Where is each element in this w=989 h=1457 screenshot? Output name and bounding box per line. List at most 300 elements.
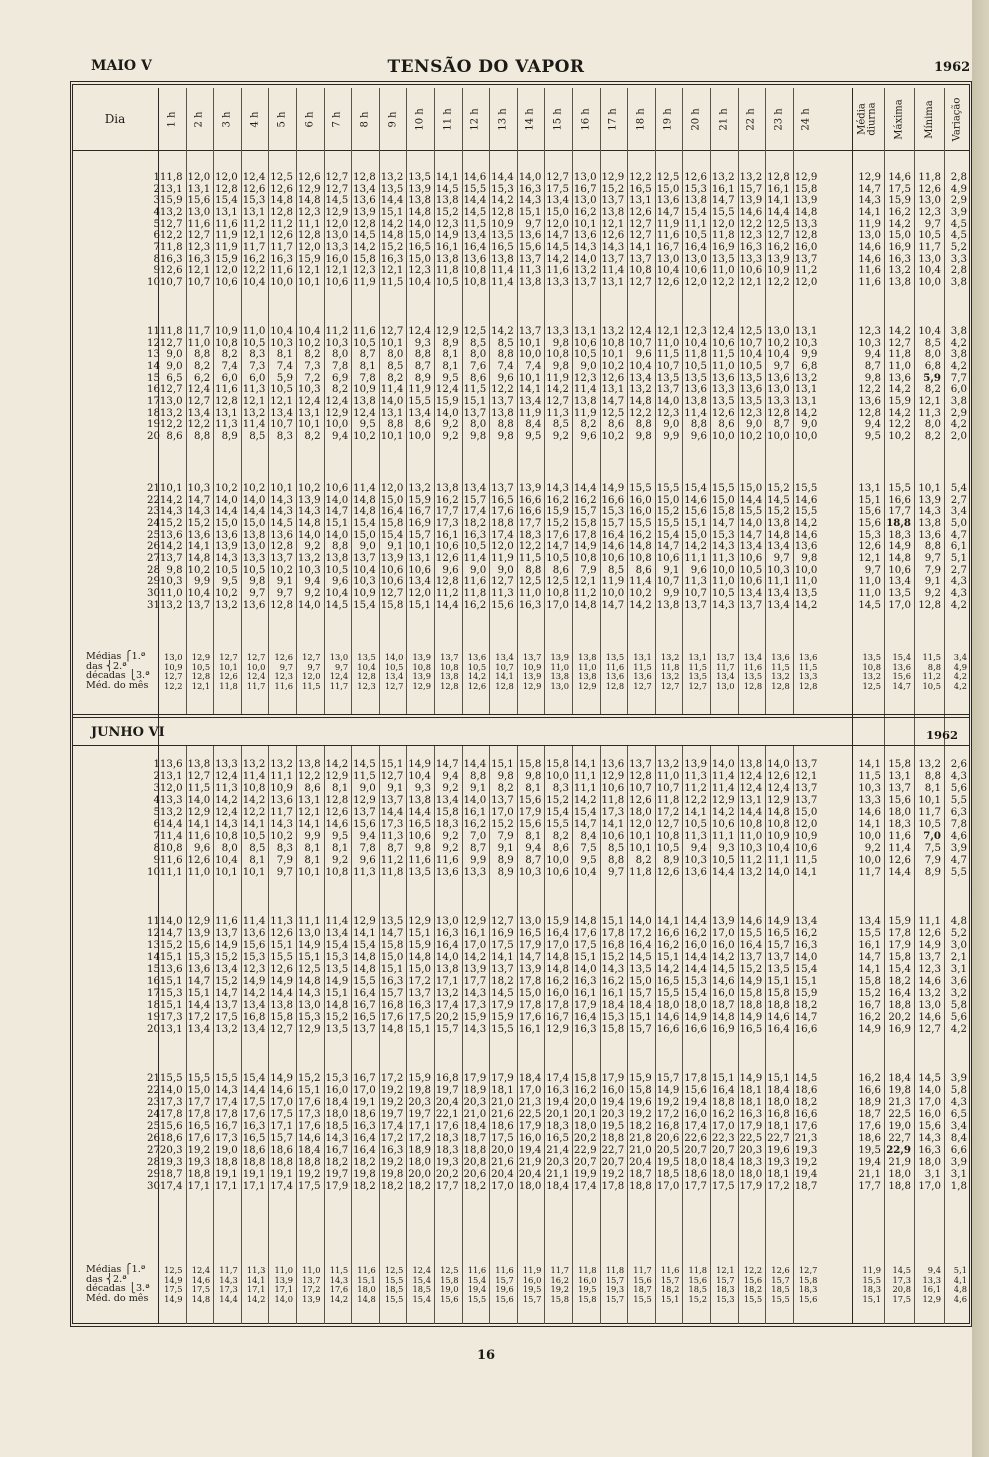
mean-cell: 10,7 <box>495 661 514 672</box>
table-cell: 12,6 <box>325 807 349 818</box>
table-cell: 12,8 <box>353 172 376 183</box>
table-cell: 17,7 <box>435 1181 459 1192</box>
table-cell: 15,8 <box>573 1073 597 1084</box>
table-cell: 14,7 <box>435 759 459 770</box>
junho-row-day-3 <box>72 783 970 794</box>
table-cell: 16,3 <box>159 253 183 265</box>
table-cell: 12,5 <box>601 407 625 419</box>
table-cell: 17,1 <box>215 1181 238 1192</box>
table-cell: 14,7 <box>601 395 625 407</box>
table-cell: 16,2 <box>858 1073 881 1084</box>
table-cell: 13,4 <box>767 599 790 611</box>
table-cell: 13,1 <box>794 384 818 396</box>
table-cell: 21,9 <box>888 1157 911 1168</box>
table-cell: 11,6 <box>215 384 238 396</box>
table-cell: 17,0 <box>491 1181 514 1192</box>
table-cell: 12,3 <box>408 265 431 277</box>
table-cell: 18,4 <box>297 1145 321 1156</box>
table-cell: 13,7 <box>629 759 652 770</box>
column-header-hour-11 <box>434 88 462 150</box>
table-cell: 14,5 <box>435 183 459 195</box>
table-cell: 8,5 <box>607 564 625 576</box>
table-cell: 22,5 <box>518 1109 542 1120</box>
table-cell: 9,0 <box>497 564 514 576</box>
table-cell: 14,1 <box>353 928 376 939</box>
table-cell: 8,5 <box>249 430 266 442</box>
table-cell: 10,8 <box>573 552 597 564</box>
table-cell: 16,8 <box>242 1012 266 1023</box>
maio-row-day-23 <box>72 506 970 517</box>
mean-cell: 13,6 <box>798 652 818 662</box>
table-cell: 11,9 <box>408 384 431 396</box>
table-cell: 17,1 <box>187 1181 211 1192</box>
table-cell: 11,8 <box>463 587 487 599</box>
table-cell: 18,6 <box>684 1169 707 1180</box>
table-cell: 14,2 <box>242 988 266 999</box>
mean-cell: 11,6 <box>274 680 293 691</box>
table-cell: 8,0 <box>469 349 487 361</box>
table-cell: 13,2 <box>242 759 266 770</box>
table-cell: 14,3 <box>573 241 597 253</box>
table-cell: 17,8 <box>215 1109 238 1120</box>
mean-cell: 12,6 <box>219 671 238 681</box>
table-cell: 20,7 <box>601 1157 625 1168</box>
junho-row-day-22 <box>72 1085 970 1096</box>
mean-cell: 19,6 <box>495 1284 514 1294</box>
table-cell: 15,8 <box>380 517 404 529</box>
mean-cell: 13,2 <box>771 671 790 681</box>
table-cell: 10,2 <box>739 430 763 442</box>
maio-row-day-21 <box>72 483 970 494</box>
table-cell: 15,4 <box>353 599 376 611</box>
table-cell: 12,6 <box>888 855 911 866</box>
table-cell: 17,7 <box>187 1097 211 1108</box>
table-cell: 18,2 <box>380 1181 404 1192</box>
table-cell: 20,3 <box>601 1109 625 1120</box>
table-cell: 10,1 <box>518 372 542 384</box>
day-label: 10 <box>147 867 160 878</box>
table-cell: 10,3 <box>518 867 542 878</box>
table-cell: 13,8 <box>297 759 321 770</box>
table-cell: 21,3 <box>794 1133 818 1144</box>
table-cell: 10,6 <box>546 867 569 878</box>
table-cell: 13,6 <box>601 759 625 770</box>
table-cell: 15,0 <box>684 529 707 541</box>
mean-cell: 12,5 <box>862 680 881 691</box>
table-cell: 17,8 <box>888 928 911 939</box>
table-cell: 14,8 <box>546 952 569 963</box>
table-cell: 16,2 <box>573 1085 597 1096</box>
table-cell: 17,9 <box>739 1181 763 1192</box>
table-cell: 16,4 <box>353 1145 376 1156</box>
table-cell: 14,5 <box>325 599 349 611</box>
table-cell: 13,0 <box>918 1000 941 1011</box>
table-cell: 13,8 <box>739 759 763 770</box>
table-cell: 10,8 <box>601 337 625 349</box>
table-cell: 10,8 <box>463 265 487 277</box>
table-cell: 17,0 <box>918 1097 941 1108</box>
table-cell: 12,2 <box>684 795 707 806</box>
table-cell: 19,4 <box>546 1097 569 1108</box>
table-cell: 12,8 <box>215 395 238 407</box>
table-cell: 12,9 <box>858 172 881 183</box>
table-cell: 17,0 <box>353 1085 376 1096</box>
table-cell: 13,2 <box>242 407 266 419</box>
table-cell: 15,7 <box>656 1073 680 1084</box>
table-cell: 14,8 <box>353 506 376 518</box>
mean-cell: 10,1 <box>219 661 238 672</box>
table-cell: 15,9 <box>888 395 911 407</box>
mean-cell: 5,1 <box>953 1265 967 1275</box>
table-cell: 13,0 <box>159 395 183 407</box>
table-cell: 18,4 <box>767 1085 790 1096</box>
day-label: 9 <box>153 265 160 277</box>
table-cell: 12,7 <box>159 337 183 349</box>
table-cell: 20,3 <box>159 1145 183 1156</box>
table-cell: 14,1 <box>656 916 680 927</box>
junho-row-day-11 <box>72 916 970 927</box>
table-cell: 14,0 <box>794 952 818 963</box>
maio-row-day-20 <box>72 431 970 442</box>
table-cell: 14,0 <box>739 517 763 529</box>
table-cell: 17,6 <box>297 1097 321 1108</box>
table-cell: 14,4 <box>215 506 238 518</box>
table-cell: 13,3 <box>215 759 238 770</box>
table-cell: 8,8 <box>387 419 404 431</box>
table-cell: 14,1 <box>629 241 652 253</box>
table-cell: 17,9 <box>518 1121 542 1132</box>
table-cell: 15,0 <box>629 976 652 987</box>
table-cell: 8,6 <box>718 419 735 431</box>
mean-cell: 13,5 <box>862 652 881 662</box>
table-cell: 8,0 <box>387 349 404 361</box>
column-header-hour-8 <box>351 88 379 150</box>
table-cell: 13,5 <box>380 183 404 195</box>
table-cell: 18,4 <box>711 1157 735 1168</box>
table-cell: 18,6 <box>159 1133 183 1144</box>
table-cell: 15,2 <box>297 1073 321 1084</box>
table-cell: 11,1 <box>767 576 790 588</box>
table-cell: 5,2 <box>950 241 967 253</box>
table-cell: 12,2 <box>518 541 542 553</box>
table-cell: 13,2 <box>159 407 183 419</box>
table-cell: 12,7 <box>629 218 652 230</box>
table-cell: 15,5 <box>711 483 735 494</box>
table-cell: 19,5 <box>858 1145 881 1156</box>
table-cell: 12,6 <box>270 183 293 195</box>
table-cell: 13,2 <box>794 372 818 384</box>
table-cell: 11,6 <box>187 218 211 230</box>
table-cell: 15,0 <box>656 183 680 195</box>
table-cell: 14,5 <box>767 494 790 506</box>
mean-cell: 14,0 <box>384 652 404 662</box>
mean-cell: 12,8 <box>798 680 818 691</box>
table-cell: 9,6 <box>690 430 707 442</box>
table-cell: 11,2 <box>739 855 763 866</box>
day-label: 5 <box>153 807 160 818</box>
table-cell: 13,7 <box>656 384 680 396</box>
table-cell: 9,8 <box>469 430 487 442</box>
table-cell: 12,9 <box>601 172 625 183</box>
table-cell: 13,9 <box>353 206 376 218</box>
table-cell: 16,6 <box>684 1024 707 1035</box>
table-cell: 10,3 <box>739 843 763 854</box>
table-cell: 8,8 <box>635 419 652 431</box>
table-cell: 15,0 <box>242 517 266 529</box>
table-cell: 17,3 <box>159 1012 183 1023</box>
day-label: 4 <box>153 206 160 218</box>
table-cell: 13,0 <box>242 541 266 553</box>
page-title: TENSÃO DO VAPOR <box>387 57 585 77</box>
table-cell: 13,0 <box>918 253 941 265</box>
mean-cell: 12,6 <box>771 1265 790 1275</box>
table-cell: 3,4 <box>950 1121 967 1132</box>
table-cell: 14,3 <box>270 506 293 518</box>
table-cell: 8,7 <box>414 360 431 372</box>
table-cell: 15,6 <box>684 1085 707 1096</box>
mean-cell: 19,3 <box>605 1284 625 1294</box>
table-cell: 14,3 <box>297 988 321 999</box>
table-cell: 12,5 <box>546 576 569 588</box>
column-header-hour-7 <box>324 88 352 150</box>
table-cell: 16,1 <box>711 183 735 195</box>
table-cell: 10,4 <box>325 587 349 599</box>
table-cell: 13,6 <box>463 253 487 265</box>
table-cell: 14,4 <box>573 483 597 494</box>
table-cell: 15,6 <box>518 795 542 806</box>
table-cell: 11,1 <box>297 218 321 230</box>
table-cell: 12,6 <box>629 795 652 806</box>
table-cell: 15,5 <box>187 1073 211 1084</box>
table-cell: 17,4 <box>573 1181 597 1192</box>
table-cell: 13,2 <box>408 483 431 494</box>
mean-cell: 14,6 <box>191 1274 211 1285</box>
junho-means-d2 <box>72 1275 970 1285</box>
table-cell: 15,3 <box>711 529 735 541</box>
table-cell: 13,6 <box>242 928 266 939</box>
table-cell: 14,0 <box>711 759 735 770</box>
table-cell: 6,1 <box>950 541 967 553</box>
table-cell: 13,0 <box>297 928 321 939</box>
table-cell: 13,1 <box>159 1024 183 1035</box>
table-cell: 14,3 <box>463 988 487 999</box>
table-cell: 13,4 <box>435 795 459 806</box>
table-cell: 8,5 <box>924 337 941 349</box>
table-cell: 17,4 <box>215 1097 238 1108</box>
table-cell: 17,2 <box>408 976 431 987</box>
table-cell: 10,4 <box>215 855 238 866</box>
maio-row-day-7 <box>72 242 970 253</box>
table-cell: 13,4 <box>888 576 911 588</box>
table-cell: 21,1 <box>546 1169 569 1180</box>
table-cell: 13,1 <box>739 795 763 806</box>
table-cell: 15,1 <box>270 940 293 951</box>
table-cell: 12,7 <box>380 326 404 337</box>
mean-cell: 13,9 <box>412 671 431 681</box>
table-cell: 12,5 <box>656 172 680 183</box>
table-cell: 10,6 <box>408 831 431 842</box>
table-cell: 9,2 <box>442 419 459 431</box>
table-cell: 8,7 <box>864 360 881 372</box>
table-cell: 18,7 <box>463 1133 487 1144</box>
table-cell: 17,0 <box>518 1085 542 1096</box>
table-cell: 11,4 <box>684 407 707 419</box>
table-cell: 18,8 <box>888 1181 911 1192</box>
table-cell: 16,6 <box>518 506 542 518</box>
mean-cell: 14,2 <box>246 1293 266 1304</box>
table-cell: 16,2 <box>463 819 487 830</box>
table-cell: 10,9 <box>767 831 790 842</box>
table-cell: 14,0 <box>297 529 321 541</box>
table-cell: 8,2 <box>635 855 652 866</box>
table-cell: 10,5 <box>739 564 763 576</box>
table-cell: 10,9 <box>215 326 238 337</box>
table-cell: 14,8 <box>573 599 597 611</box>
table-cell: 8,8 <box>469 771 487 782</box>
table-cell: 12,7 <box>325 172 349 183</box>
table-cell: 9,0 <box>801 419 818 431</box>
table-cell: 13,5 <box>380 916 404 927</box>
column-header-hour-5 <box>268 88 296 150</box>
table-cell: 17,5 <box>270 1109 293 1120</box>
table-cell: 17,4 <box>491 529 514 541</box>
mean-cell: 15,6 <box>495 1293 514 1304</box>
table-cell: 12,4 <box>435 384 459 396</box>
table-cell: 11,3 <box>380 831 404 842</box>
table-cell: 17,8 <box>684 1073 707 1084</box>
table-cell: 13,2 <box>297 552 321 564</box>
table-cell: 10,5 <box>711 855 735 866</box>
mean-cell: 15,7 <box>605 1293 625 1304</box>
table-cell: 15,7 <box>573 506 597 518</box>
table-cell: 12,8 <box>858 407 881 419</box>
table-cell: 9,6 <box>690 564 707 576</box>
table-cell: 10,4 <box>767 843 790 854</box>
mean-cell: 15,8 <box>578 1293 597 1304</box>
table-cell: 14,3 <box>918 1133 941 1144</box>
table-cell: 10,6 <box>325 483 349 494</box>
table-cell: 8,0 <box>469 419 487 431</box>
maio-row-day-19 <box>72 419 970 430</box>
table-cell: 10,1 <box>601 349 625 361</box>
table-cell: 16,5 <box>767 928 790 939</box>
table-cell: 11,4 <box>491 265 514 277</box>
table-cell: 14,8 <box>270 195 293 207</box>
table-cell: 12,7 <box>491 916 514 927</box>
table-cell: 10,3 <box>297 564 321 576</box>
junho-row-day-30 <box>72 1181 970 1192</box>
table-cell: 13,7 <box>794 795 818 806</box>
mean-cell: 11,5 <box>798 661 818 672</box>
table-cell: 5,5 <box>950 867 967 878</box>
table-cell: 16,8 <box>767 1109 790 1120</box>
table-cell: 10,2 <box>270 564 293 576</box>
table-cell: 10,3 <box>684 855 707 866</box>
table-cell: 10,7 <box>739 337 763 349</box>
mean-cell: 18,5 <box>412 1284 431 1294</box>
table-cell: 19,3 <box>187 1157 211 1168</box>
table-cell: 10,8 <box>546 349 569 361</box>
table-cell: 17,0 <box>711 1121 735 1132</box>
table-cell: 11,8 <box>159 241 183 253</box>
table-cell: 11,8 <box>711 230 735 242</box>
table-cell: 13,4 <box>353 183 376 195</box>
table-cell: 12,3 <box>918 206 941 218</box>
table-cell: 13,1 <box>888 771 911 782</box>
table-cell: 15,1 <box>573 952 597 963</box>
table-cell: 14,2 <box>215 795 238 806</box>
day-label: 30 <box>147 587 160 599</box>
table-cell: 13,1 <box>858 483 881 494</box>
table-cell: 14,0 <box>435 952 459 963</box>
table-cell: 16,6 <box>656 1024 680 1035</box>
junho-row-day-26 <box>72 1133 970 1144</box>
table-cell: 20,6 <box>463 1169 487 1180</box>
table-cell: 7,9 <box>497 831 514 842</box>
table-cell: 14,2 <box>629 599 652 611</box>
table-cell: 15,5 <box>858 928 881 939</box>
mean-cell: 15,6 <box>688 1274 707 1285</box>
table-cell: 20,4 <box>629 1157 652 1168</box>
mean-cell: 14,8 <box>191 1293 211 1304</box>
mean-cell: 18,3 <box>862 1284 881 1294</box>
table-cell: 12,6 <box>435 552 459 564</box>
table-cell: 15,5 <box>711 206 735 218</box>
table-cell: 13,3 <box>546 276 569 288</box>
table-cell: 14,5 <box>270 517 293 529</box>
table-cell: 10,8 <box>629 552 652 564</box>
table-cell: 12,6 <box>242 183 266 195</box>
mean-cell: 18,2 <box>743 1284 763 1294</box>
table-cell: 10,5 <box>242 564 266 576</box>
table-cell: 12,6 <box>858 541 881 553</box>
mean-cell: 14,7 <box>892 680 911 691</box>
mean-cell: 12,9 <box>578 680 597 691</box>
table-cell: 15,8 <box>711 506 735 518</box>
table-cell: 11,3 <box>270 916 293 927</box>
table-cell: 18,8 <box>767 1000 790 1011</box>
table-cell: 10,8 <box>159 843 183 854</box>
table-cell: 12,5 <box>518 576 542 588</box>
table-cell: 12,0 <box>215 172 238 183</box>
table-cell: 17,5 <box>491 940 514 951</box>
table-cell: 16,5 <box>739 1024 763 1035</box>
table-cell: 19,8 <box>353 1169 376 1180</box>
table-cell: 13,0 <box>573 172 597 183</box>
table-cell: 9,8 <box>497 430 514 442</box>
table-cell: 12,3 <box>435 218 459 230</box>
table-cell: 14,8 <box>297 195 321 207</box>
table-cell: 16,0 <box>794 241 818 253</box>
day-label: 24 <box>147 1109 160 1120</box>
table-cell: 12,6 <box>711 407 735 419</box>
table-cell: 9,2 <box>442 783 459 794</box>
table-cell: 12,1 <box>242 230 266 242</box>
day-label: 11 <box>147 326 160 337</box>
table-cell: 10,8 <box>767 819 790 830</box>
table-cell: 16,4 <box>353 988 376 999</box>
table-cell: 15,9 <box>794 988 818 999</box>
column-header-text: 20 h <box>690 107 702 131</box>
table-cell: 13,8 <box>491 253 514 265</box>
table-cell: 17,9 <box>491 1000 514 1011</box>
table-cell: 13,7 <box>380 795 404 806</box>
table-cell: 4,7 <box>950 529 967 541</box>
table-cell: 8,8 <box>607 855 625 866</box>
table-cell: 14,9 <box>270 1073 293 1084</box>
table-cell: 13,8 <box>270 1000 293 1011</box>
table-cell: 12,7 <box>187 395 211 407</box>
